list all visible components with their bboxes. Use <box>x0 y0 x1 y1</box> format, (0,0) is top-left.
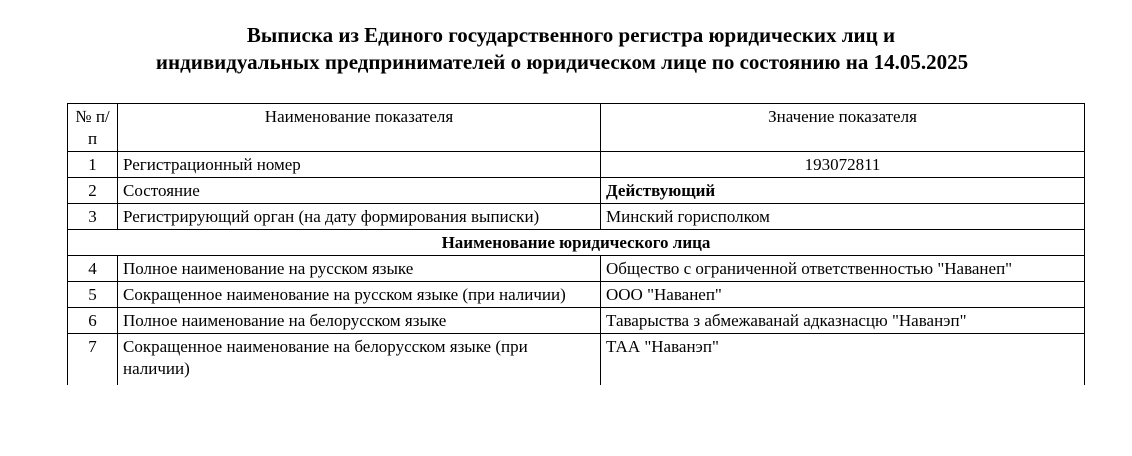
row-number: 6 <box>68 308 118 334</box>
table-row <box>68 308 1085 334</box>
section-header-row <box>68 230 1085 256</box>
full-name-be-value: Таварыства з абмежаванай адказнасцю "Наванэп" <box>601 308 1085 334</box>
row-indicator-name: Сокращенное наименование на белорусском языке (при наличии) <box>118 334 601 386</box>
full-name-ru-value: Общество с ограниченной ответственностью "Наванеп" <box>601 256 1085 282</box>
table-row <box>68 334 1085 386</box>
table-row <box>68 282 1085 308</box>
header-indicator-value: Значение показателя <box>601 104 1085 152</box>
table-header-row <box>68 104 1085 152</box>
row-number: 2 <box>68 178 118 204</box>
row-number: 1 <box>68 152 118 178</box>
document-title-line-1: Выписка из Единого государственного регистра юридических лиц и <box>246 23 896 47</box>
row-indicator-name: Сокращенное наименование на русском языке (при наличии) <box>118 282 601 308</box>
header-indicator-name: Наименование показателя <box>118 104 601 152</box>
row-number: 4 <box>68 256 118 282</box>
row-number: 7 <box>68 334 118 386</box>
row-indicator-name: Полное наименование на белорусском языке <box>118 308 601 334</box>
section-title-legal-entity-name: Наименование юридического лица <box>68 230 1085 256</box>
row-number: 3 <box>68 204 118 230</box>
registering-authority-value: Минский горисполком <box>601 204 1085 230</box>
register-extract-table <box>67 103 1085 385</box>
table-row <box>68 256 1085 282</box>
short-name-ru-value: ООО "Наванеп" <box>601 282 1085 308</box>
short-name-be-value: ТАА "Наванэп" <box>601 334 1085 386</box>
table-row <box>68 178 1085 204</box>
status-value: Действующий <box>601 178 1085 204</box>
row-indicator-name: Регистрационный номер <box>118 152 601 178</box>
table-row <box>68 152 1085 178</box>
table-row <box>68 204 1085 230</box>
row-indicator-name: Регистрирующий орган (на дату формирования выписки) <box>118 204 601 230</box>
document-title <box>0 22 1132 76</box>
row-indicator-name: Состояние <box>118 178 601 204</box>
registration-number-value: 193072811 <box>601 152 1085 178</box>
row-indicator-name: Полное наименование на русском языке <box>118 256 601 282</box>
document-title-line-2: индивидуальных предпринимателей о юридическом лице по состоянию на 14.05.2025 <box>155 50 969 74</box>
row-number: 5 <box>68 282 118 308</box>
header-number: № п/п <box>68 104 118 152</box>
